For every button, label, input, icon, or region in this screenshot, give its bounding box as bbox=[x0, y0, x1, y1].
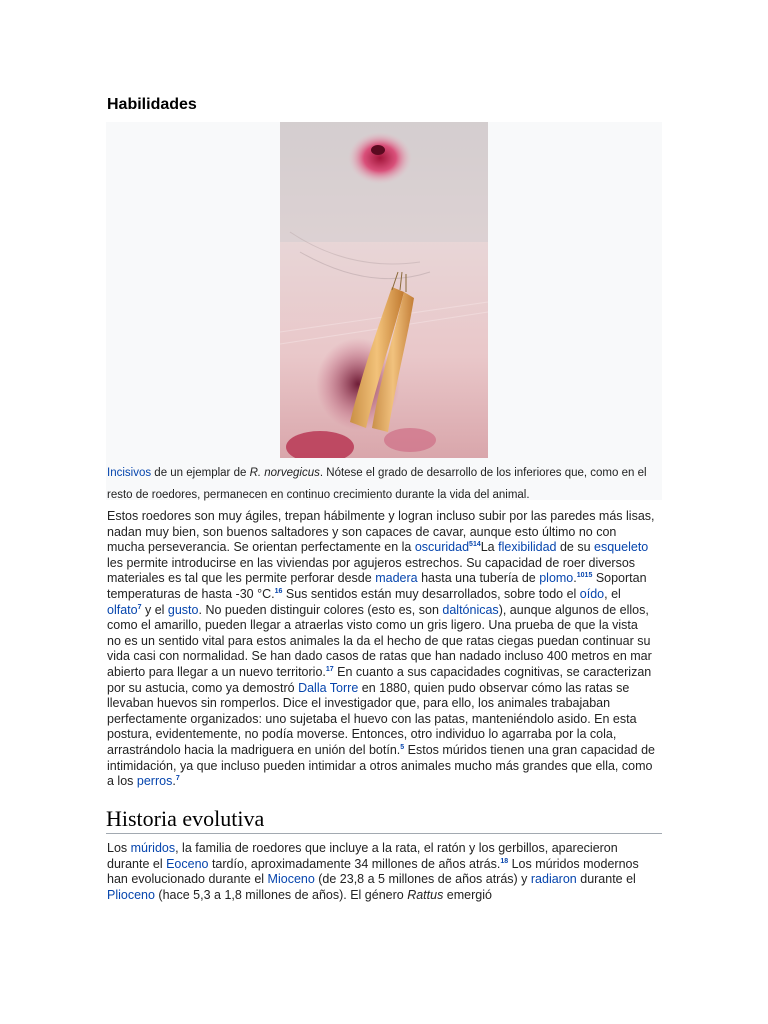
link-eoceno[interactable]: Eoceno bbox=[166, 856, 209, 871]
link-radiaron[interactable]: radiaron bbox=[530, 872, 577, 887]
section-heading-habilidades: Habilidades bbox=[107, 96, 197, 113]
reference-link[interactable]: 10 bbox=[576, 572, 585, 580]
reference-link[interactable]: 5 bbox=[469, 541, 473, 549]
text: Los múridos modernos han evolucionado durante el bbox=[107, 856, 639, 887]
text: Soportan temperaturas de hasta -30 °C. bbox=[107, 571, 647, 601]
text: emergió bbox=[443, 887, 492, 902]
link-gusto[interactable]: gusto bbox=[167, 602, 199, 617]
text: hasta una tubería de bbox=[417, 571, 540, 586]
reference-link[interactable]: 7 bbox=[137, 603, 142, 611]
text: . bbox=[172, 774, 176, 789]
link-oscuridad[interactable]: oscuridad bbox=[414, 540, 470, 555]
rat-incisors-image[interactable] bbox=[280, 122, 488, 458]
figure-caption bbox=[107, 462, 659, 506]
link-flexibilidad[interactable]: flexibilidad bbox=[498, 540, 557, 555]
reference-link[interactable]: 7 bbox=[175, 774, 180, 782]
text: de su bbox=[556, 540, 595, 555]
text: Estos múridos tienen una gran capacidad de intimidación, ya que incluso pueden intimidar a otros animales mucho más grandes que ella, como a los bbox=[107, 742, 656, 789]
reference-link[interactable]: 17 bbox=[325, 665, 334, 673]
text: Estos roedores son muy ágiles, trepan hábilmente y logran incluso subir por las paredes más lisas, nadan muy bien, son buenos saltadores y son capaces de cavar, aunque esto último no con mucha perseverancia. Se orientan perfectamente en la bbox=[107, 509, 655, 555]
link-plioceno[interactable]: Plioceno bbox=[107, 887, 155, 902]
reference-link[interactable]: 14 bbox=[472, 541, 481, 549]
link-madera[interactable]: madera bbox=[375, 571, 418, 586]
text: La bbox=[480, 540, 499, 555]
link-oido[interactable]: oído bbox=[579, 586, 605, 601]
link-perros[interactable]: perros bbox=[136, 774, 173, 789]
reference-link[interactable]: 16 bbox=[274, 587, 283, 595]
paragraph-habilidades bbox=[107, 509, 655, 790]
link-olfato[interactable]: olfato bbox=[107, 602, 138, 617]
link-mioceno[interactable]: Mioceno bbox=[267, 872, 315, 887]
text: En cuanto a sus capacidades cognitivas, se caracterizan por su astucia, como ya demostró bbox=[107, 664, 652, 695]
species-name: R. norvegicus bbox=[249, 467, 320, 479]
text: (de 23,8 a 5 millones de años atrás) y bbox=[314, 872, 531, 887]
text: y el bbox=[141, 602, 168, 617]
text: . bbox=[573, 571, 577, 586]
text: Los bbox=[107, 841, 131, 855]
text: (hace 5,3 a 1,8 millones de años). El género bbox=[154, 887, 408, 902]
genus-name: Rattus bbox=[407, 887, 444, 902]
text: , la familia de roedores que incluye a la rata, el ratón y los gerbillos, aparecieron durante el bbox=[107, 841, 618, 871]
link-muridos[interactable]: múridos bbox=[130, 841, 176, 855]
link-dalla-torre[interactable]: Dalla Torre bbox=[298, 680, 359, 695]
text: Sus sentidos están muy desarrollados, sobre todo el bbox=[282, 586, 580, 601]
reference-link[interactable]: 15 bbox=[584, 572, 593, 580]
paragraph-historia bbox=[107, 841, 655, 903]
reference-link[interactable]: 5 bbox=[400, 743, 405, 751]
text: ), aunque algunos de ellos, como el amarillo, pueden llegar a atraerlas visto como un gris ligero. Una prueba de que la vista no es un sentido vital para estos animales la da el hecho de que ratas ciegas puedan continuar su vida casi con normalidad. Se han dado casos de ratas que han nadado incluso 400 metros en mar abierto para llegar a un nuevo territorio. bbox=[107, 602, 652, 679]
caption-text: de un ejemplar de bbox=[151, 467, 250, 479]
caption-text: . Nótese el grado de desarrollo de los inferiores que, como en el resto de roedores, permanecen en continuo crecimiento durante la vida del animal. bbox=[107, 467, 647, 501]
link-esqueleto[interactable]: esqueleto bbox=[594, 540, 649, 555]
figure-thumbnail bbox=[106, 122, 662, 500]
text: en 1880, quien pudo observar cómo las ratas se llevaban huevos sin romperlos. Dice el investigador que, para ello, los animales trabajaban perfectamente organizados: uno sujetaba el huevo con las patas, manteniéndolo asido. En esta postura, evidentemente, no podía moverse. Entonces, otro individuo lo agarraba por la cola, arrastrándolo hacia la madriguera en unión del botín. bbox=[107, 680, 637, 757]
link-incisivos[interactable]: Incisivos bbox=[107, 467, 152, 479]
section-heading-historia-evolutiva: Historia evolutiva bbox=[106, 806, 662, 834]
text: durante el bbox=[576, 872, 636, 887]
text: . No pueden distinguir colores (esto es, son bbox=[198, 602, 443, 617]
reference-link[interactable]: 18 bbox=[500, 857, 509, 865]
text: les permite introducirse en las viviendas por agujeros estrechos. Su capacidad de roer diversos materiales es tal que les permite perforar desde bbox=[107, 555, 636, 586]
link-plomo[interactable]: plomo bbox=[539, 571, 574, 586]
link-daltonicas[interactable]: daltónicas bbox=[442, 602, 499, 617]
text: , el bbox=[604, 586, 621, 601]
text: tardío, aproximadamente 34 millones de años atrás. bbox=[208, 856, 501, 871]
